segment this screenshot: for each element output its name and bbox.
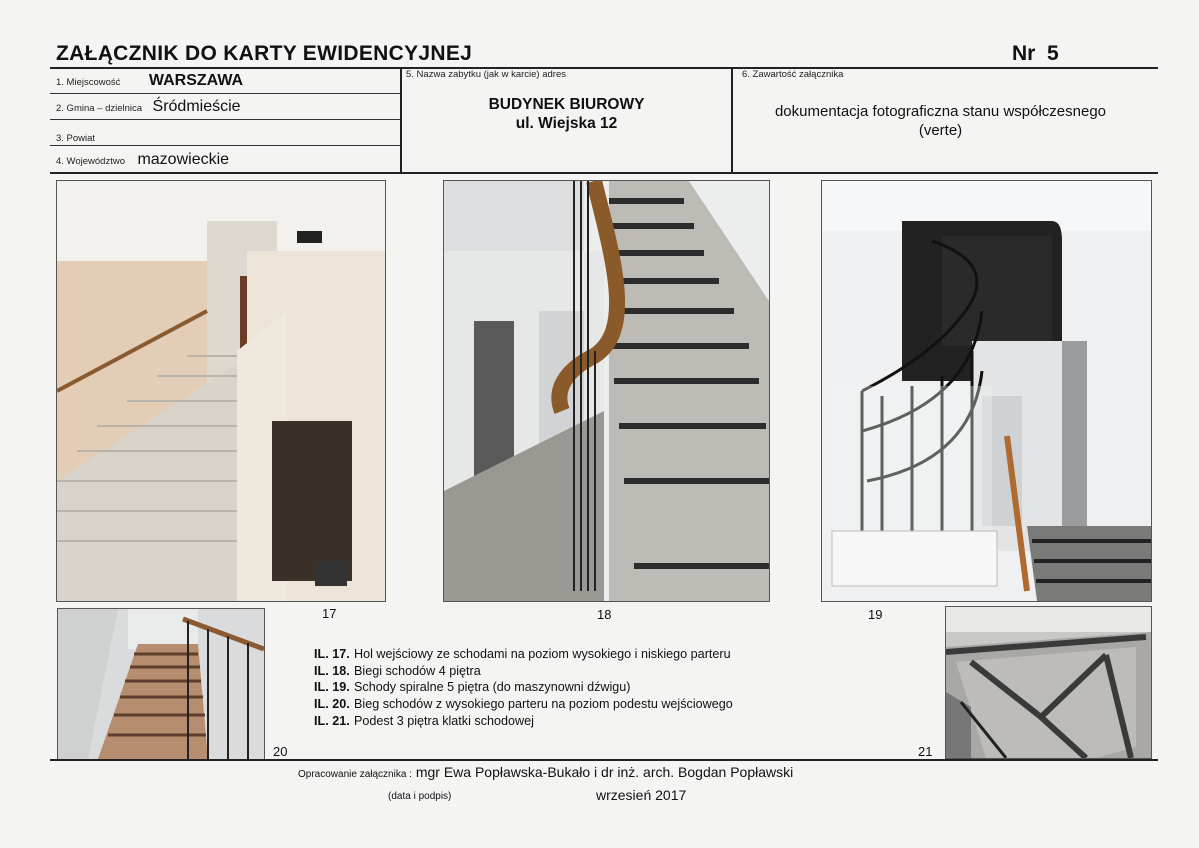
- photo-number-20: 20: [273, 744, 288, 759]
- photo-number-18: 18: [597, 607, 612, 622]
- photo-17-entrance-hall: [56, 180, 386, 602]
- content-note: (verte): [918, 122, 963, 139]
- caption-21: [314, 713, 733, 730]
- photo-number-21: 21: [918, 744, 933, 759]
- building-name: BUDYNEK BIUROWY: [488, 96, 645, 113]
- caption-id: IL. 21.: [314, 713, 350, 728]
- field-value: WARSZAWA: [148, 72, 244, 89]
- field-nazwa-value: [402, 95, 731, 133]
- photo-number-17: 17: [322, 606, 337, 621]
- content-description: dokumentacja fotograficzna stanu współczesnego: [774, 103, 1107, 120]
- caption-id: IL. 19.: [314, 680, 350, 695]
- row-rule-2: [50, 119, 400, 120]
- captions-list: [314, 646, 733, 730]
- page-title: ZAŁĄCZNIK DO KARTY EWIDENCYJNEJ: [56, 42, 473, 65]
- field-powiat: [56, 128, 95, 146]
- caption-18: [314, 663, 733, 680]
- caption-id: IL. 17.: [314, 647, 350, 661]
- sign-label: (data i podpis): [388, 791, 452, 802]
- field-zawartosc-value: [733, 102, 1148, 140]
- caption-text: Biegi schodów 4 piętra: [354, 663, 481, 678]
- field-label: 3. Powiat: [56, 133, 96, 144]
- footer-rule: [50, 759, 1158, 761]
- field-zawartosc-label: 6. Zawartość załącznika: [742, 69, 844, 80]
- prepared-label: Opracowanie załącznika :: [298, 769, 412, 780]
- building-address: ul. Wiejska 12: [515, 115, 618, 132]
- nr-value: 5: [1047, 42, 1059, 65]
- photo-18-stair-flights: [443, 180, 770, 602]
- field-value: mazowieckie: [137, 151, 230, 168]
- header-rule: [50, 67, 1158, 69]
- caption-19: [314, 679, 733, 696]
- authors: mgr Ewa Popławska-Bukało i dr inż. arch. Bogdan Popławski: [415, 764, 794, 780]
- field-label: 2. Gmina – dzielnica: [56, 103, 143, 114]
- field-label: 1. Miejscowość: [56, 77, 121, 88]
- caption-text: Hol wejściowy ze schodami na poziom wysokiego i niskiego parteru: [354, 647, 731, 661]
- field-miejscowosc: [56, 72, 243, 90]
- field-wojewodztwo: [56, 151, 229, 169]
- field-label: 4. Województwo: [56, 156, 125, 167]
- photo-19-spiral-stairs: [821, 180, 1152, 602]
- caption-text: Schody spiralne 5 piętra (do maszynowni dźwigu): [354, 680, 631, 695]
- document-number: [1012, 42, 1059, 66]
- row-rule-1: [50, 93, 400, 94]
- photo-21-landing-floor: [945, 606, 1152, 759]
- date: wrzesień 2017: [596, 787, 687, 803]
- prepared-by: [298, 764, 793, 780]
- form-bottom-rule: [50, 172, 1158, 174]
- field-nazwa-label: 5. Nazwa zabytku (jak w karcie) adres: [406, 69, 566, 80]
- caption-17: [314, 646, 733, 663]
- row-rule-3: [50, 145, 400, 146]
- caption-20: [314, 696, 733, 713]
- caption-id: IL. 20.: [314, 697, 350, 712]
- field-value: Śródmieście: [152, 98, 241, 115]
- nr-label: Nr: [1012, 42, 1036, 65]
- caption-text: Bieg schodów z wysokiego parteru na poziom podestu wejściowego: [354, 697, 733, 712]
- caption-text: Podest 3 piętra klatki schodowej: [354, 713, 534, 728]
- photo-20-stair-flight: [57, 608, 265, 760]
- caption-id: IL. 18.: [314, 663, 350, 678]
- photo-number-19: 19: [868, 607, 883, 622]
- field-gmina: [56, 98, 241, 116]
